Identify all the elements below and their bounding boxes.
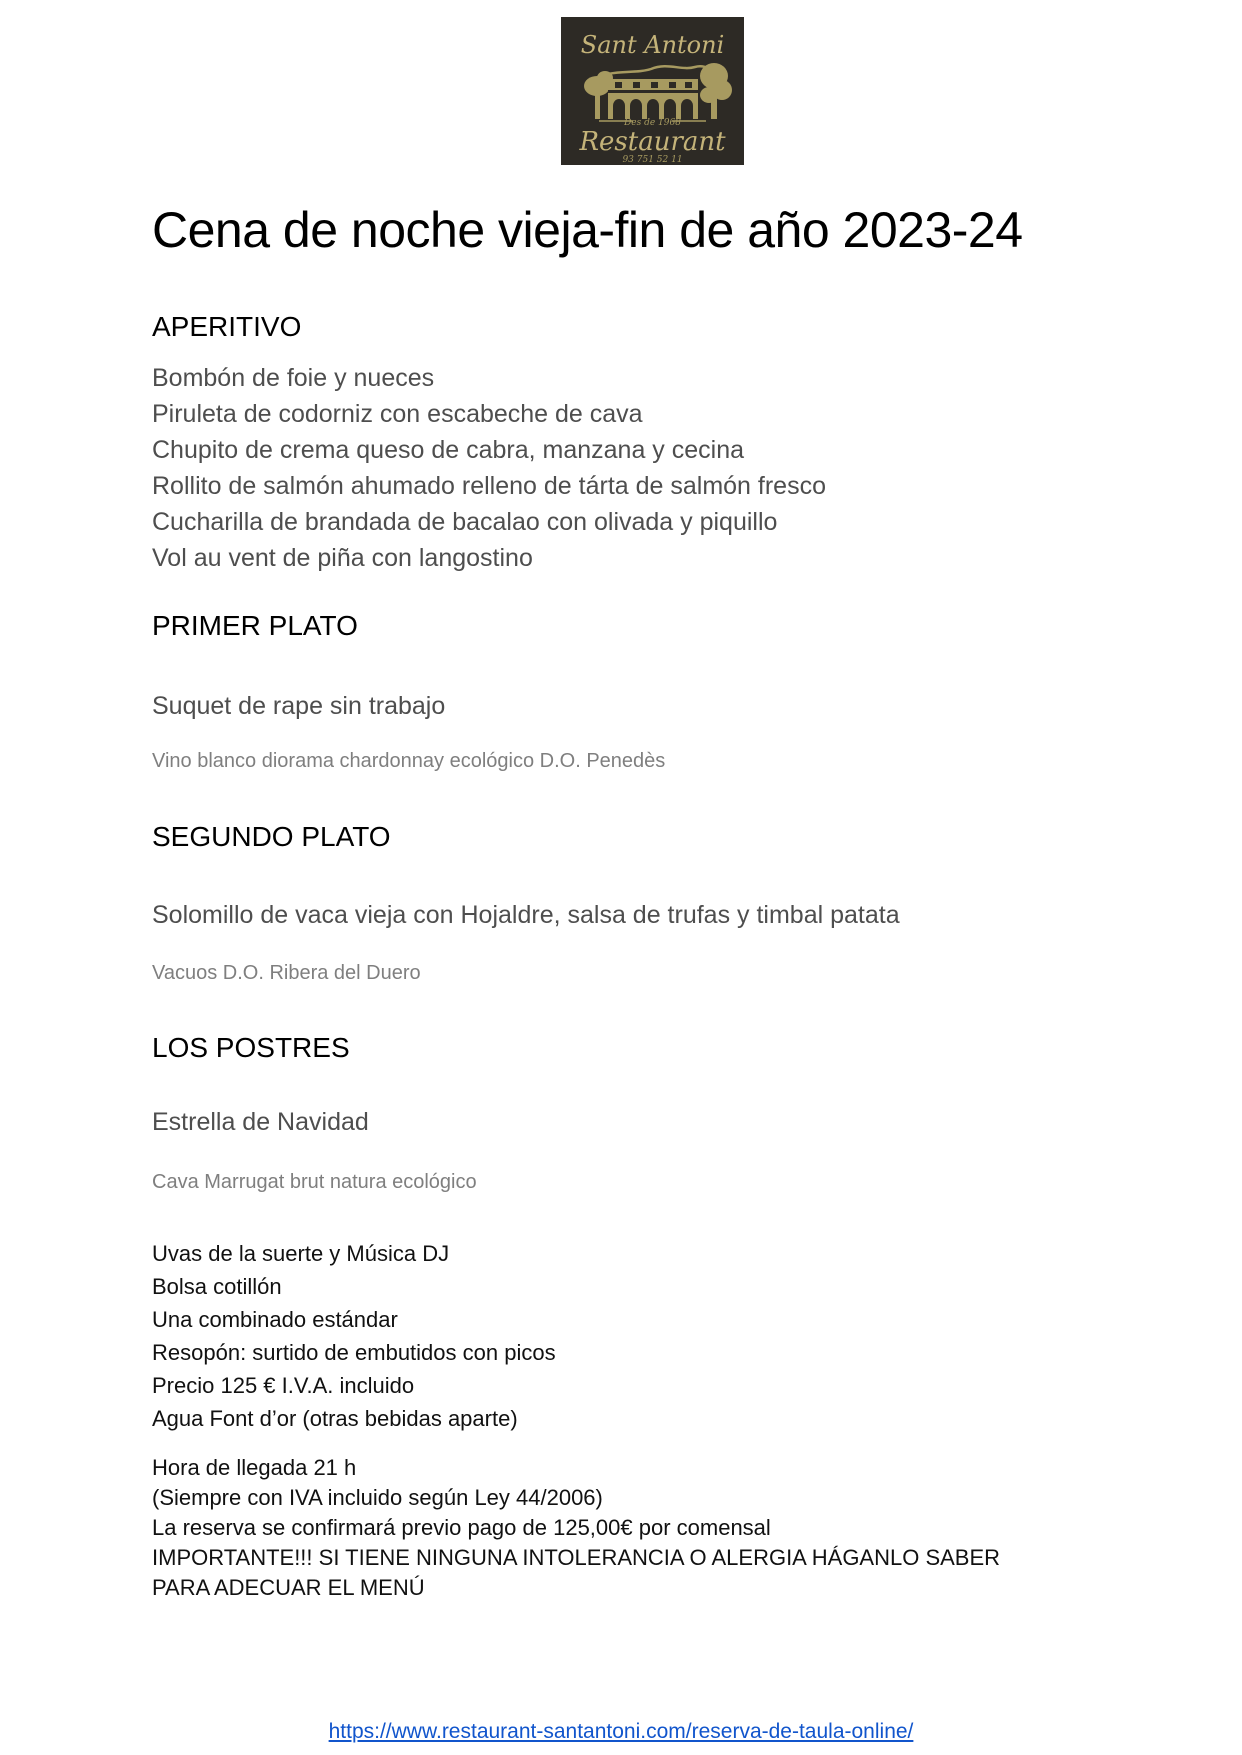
extras-line: Uvas de la suerte y Música DJ	[152, 1241, 450, 1266]
menu-item: Cucharilla de brandada de bacalao con olivada y piquillo	[152, 508, 778, 536]
wine-pairing: Vino blanco diorama chardonnay ecológico D.O. Penedès	[152, 750, 666, 772]
menu-item: Rollito de salmón ahumado relleno de tárta de salmón fresco	[152, 472, 826, 500]
extras-line: Una combinado estándar	[152, 1307, 398, 1332]
aperitivo-items	[152, 360, 826, 576]
notes-block	[152, 1453, 1000, 1603]
logo-phone: 93 751 52 11	[622, 155, 683, 165]
restaurant-logo	[561, 17, 744, 165]
notes-line: (Siempre con IVA incluido según Ley 44/2006)	[152, 1485, 603, 1510]
notes-line: Hora de llegada 21 h	[152, 1455, 357, 1480]
section-heading-postres: LOS POSTRES	[152, 1032, 350, 1063]
wine-pairing: Cava Marrugat brut natura ecológico	[152, 1171, 477, 1193]
dish-name: Estrella de Navidad	[152, 1108, 369, 1136]
dish-name: Solomillo de vaca vieja con Hojaldre, salsa de trufas y timbal patata	[152, 901, 900, 929]
notes-line: IMPORTANTE!!! SI TIENE NINGUNA INTOLERANCIA O ALERGIA HÁGANLO SABER	[152, 1545, 1001, 1570]
notes-line: PARA ADECUAR EL MENÚ	[152, 1575, 425, 1600]
reservation-link[interactable]: https://www.restaurant-santantoni.com/reserva-de-taula-online/	[328, 1720, 914, 1743]
section-heading-primer-plato: PRIMER PLATO	[152, 610, 358, 641]
extras-line: Agua Font d’or (otras bebidas aparte)	[152, 1406, 518, 1431]
dish-name: Suquet de rape sin trabajo	[152, 692, 446, 720]
menu-item: Piruleta de codorniz con escabeche de cava	[152, 400, 643, 428]
logo-subtitle: Restaurant	[579, 127, 726, 157]
menu-item: Vol au vent de piña con langostino	[152, 544, 533, 572]
notes-line: La reserva se confirmará previo pago de 125,00€ por comensal	[152, 1515, 771, 1540]
footer	[0, 1720, 1242, 1744]
section-heading-segundo-plato: SEGUNDO PLATO	[152, 821, 391, 852]
menu-item: Chupito de crema queso de cabra, manzana y cecina	[152, 436, 745, 464]
extras-block	[152, 1237, 556, 1435]
menu-item: Bombón de foie y nueces	[152, 364, 435, 392]
wine-pairing: Vacuos D.O. Ribera del Duero	[152, 962, 421, 984]
logo-name: Sant Antoni	[580, 31, 725, 59]
extras-line: Bolsa cotillón	[152, 1274, 282, 1299]
extras-line: Resopón: surtido de embutidos con picos	[152, 1340, 556, 1365]
section-heading-aperitivo: APERITIVO	[152, 311, 302, 342]
page-title: Cena de noche vieja-fin de año 2023-24	[152, 202, 1023, 258]
logo-established: Des de 1968	[624, 118, 681, 128]
extras-line: Precio 125 € I.V.A. incluido	[152, 1373, 415, 1398]
logo-graphic	[561, 17, 744, 165]
